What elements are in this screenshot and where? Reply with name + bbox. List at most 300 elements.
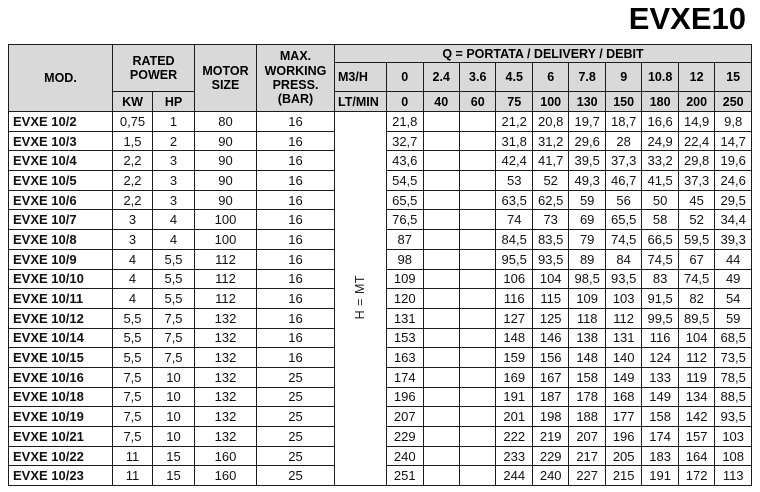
head-value-cell: 207 [387, 407, 423, 427]
head-value-cell: 59 [569, 190, 605, 210]
motor-size-cell: 90 [195, 190, 257, 210]
head-value-cell: 146 [532, 328, 568, 348]
col-header-motor-size: MOTOR SIZE [195, 45, 257, 112]
head-value-cell: 227 [569, 466, 605, 486]
motor-size-cell: 160 [195, 446, 257, 466]
head-value-cell: 131 [605, 328, 641, 348]
head-value-cell: 127 [496, 308, 532, 328]
head-value-cell [459, 249, 495, 269]
ltmin-value: 250 [715, 92, 752, 112]
kw-cell: 2,2 [113, 171, 153, 191]
m3h-value: 0 [387, 63, 423, 92]
m3h-value: 9 [605, 63, 641, 92]
head-value-cell: 14,7 [715, 131, 752, 151]
head-value-cell: 174 [642, 427, 678, 447]
head-value-cell: 217 [569, 446, 605, 466]
head-value-cell: 29,5 [715, 190, 752, 210]
head-value-cell [459, 269, 495, 289]
head-value-cell: 87 [387, 230, 423, 250]
pressure-cell: 16 [257, 210, 335, 230]
hp-cell: 1 [153, 112, 195, 132]
head-value-cell: 41,7 [532, 151, 568, 171]
head-value-cell: 104 [678, 328, 714, 348]
pressure-cell: 16 [257, 151, 335, 171]
motor-size-cell: 132 [195, 328, 257, 348]
kw-cell: 7,5 [113, 407, 153, 427]
head-value-cell: 54,5 [387, 171, 423, 191]
head-value-cell [423, 171, 459, 191]
head-value-cell [423, 131, 459, 151]
head-value-cell: 37,3 [605, 151, 641, 171]
head-value-cell: 240 [532, 466, 568, 486]
pressure-cell: 25 [257, 407, 335, 427]
head-value-cell: 95,5 [496, 249, 532, 269]
model-cell: EVXE 10/18 [9, 387, 113, 407]
head-value-cell [459, 112, 495, 132]
head-value-cell: 54 [715, 289, 752, 309]
hp-cell: 2 [153, 131, 195, 151]
head-value-cell: 34,4 [715, 210, 752, 230]
head-value-cell: 164 [678, 446, 714, 466]
kw-cell: 3 [113, 230, 153, 250]
head-value-cell: 104 [532, 269, 568, 289]
head-value-cell: 168 [605, 387, 641, 407]
head-value-cell: 37,3 [678, 171, 714, 191]
model-cell: EVXE 10/23 [9, 466, 113, 486]
kw-cell: 5,5 [113, 348, 153, 368]
col-header-kw: KW [113, 92, 153, 112]
head-value-cell: 196 [387, 387, 423, 407]
motor-size-cell: 132 [195, 407, 257, 427]
hp-cell: 10 [153, 387, 195, 407]
head-value-cell: 33,2 [642, 151, 678, 171]
motor-size-cell: 80 [195, 112, 257, 132]
head-value-cell: 116 [496, 289, 532, 309]
table-header [9, 45, 752, 112]
head-value-cell: 45 [678, 190, 714, 210]
col-header-mod: MOD. [9, 45, 113, 112]
m3h-value: 3.6 [459, 63, 495, 92]
model-cell: EVXE 10/4 [9, 151, 113, 171]
hp-cell: 4 [153, 210, 195, 230]
kw-cell: 1,5 [113, 131, 153, 151]
hp-cell: 5,5 [153, 289, 195, 309]
head-value-cell: 158 [569, 367, 605, 387]
head-value-cell: 24,9 [642, 131, 678, 151]
head-value-cell: 191 [642, 466, 678, 486]
head-value-cell: 89 [569, 249, 605, 269]
head-value-cell: 120 [387, 289, 423, 309]
head-value-cell: 59 [715, 308, 752, 328]
pressure-cell: 16 [257, 190, 335, 210]
ltmin-value: 200 [678, 92, 714, 112]
head-value-cell: 140 [605, 348, 641, 368]
head-value-cell: 69 [569, 210, 605, 230]
hp-cell: 10 [153, 367, 195, 387]
head-value-cell: 178 [569, 387, 605, 407]
max-press-label: MAX. WORKING PRESS. [264, 49, 327, 92]
head-value-cell: 103 [715, 427, 752, 447]
col-header-max-press [257, 45, 335, 112]
head-value-cell: 76,5 [387, 210, 423, 230]
kw-cell: 2,2 [113, 151, 153, 171]
head-value-cell: 177 [605, 407, 641, 427]
model-cell: EVXE 10/6 [9, 190, 113, 210]
head-value-cell: 49 [715, 269, 752, 289]
head-value-cell: 41,5 [642, 171, 678, 191]
header-row-ltmin [9, 92, 752, 112]
ltmin-value: 180 [642, 92, 678, 112]
hp-cell: 15 [153, 466, 195, 486]
head-value-cell: 142 [678, 407, 714, 427]
head-value-cell: 159 [496, 348, 532, 368]
head-value-cell: 149 [605, 367, 641, 387]
ltmin-value: 150 [605, 92, 641, 112]
kw-cell: 11 [113, 466, 153, 486]
head-value-cell [423, 387, 459, 407]
head-value-cell: 115 [532, 289, 568, 309]
pressure-cell: 25 [257, 367, 335, 387]
head-value-cell [459, 466, 495, 486]
head-value-cell: 24,6 [715, 171, 752, 191]
hp-cell: 5,5 [153, 249, 195, 269]
head-value-cell: 191 [496, 387, 532, 407]
head-value-cell: 187 [532, 387, 568, 407]
head-value-cell: 148 [496, 328, 532, 348]
motor-size-cell: 160 [195, 466, 257, 486]
head-value-cell: 74,5 [678, 269, 714, 289]
model-cell: EVXE 10/19 [9, 407, 113, 427]
model-cell: EVXE 10/2 [9, 112, 113, 132]
head-value-cell [459, 348, 495, 368]
head-value-cell: 229 [532, 446, 568, 466]
head-value-cell: 44 [715, 249, 752, 269]
head-value-cell: 84 [605, 249, 641, 269]
m3h-value: 7.8 [569, 63, 605, 92]
pressure-cell: 16 [257, 348, 335, 368]
head-value-cell: 158 [642, 407, 678, 427]
pressure-cell: 16 [257, 230, 335, 250]
head-value-cell: 148 [569, 348, 605, 368]
head-value-cell [423, 446, 459, 466]
head-value-cell: 93,5 [532, 249, 568, 269]
hp-cell: 15 [153, 446, 195, 466]
kw-cell: 3 [113, 210, 153, 230]
head-value-cell: 183 [642, 446, 678, 466]
col-header-hp: HP [153, 92, 195, 112]
head-value-cell: 83 [642, 269, 678, 289]
head-value-cell: 229 [387, 427, 423, 447]
head-value-cell: 52 [678, 210, 714, 230]
head-value-cell: 93,5 [605, 269, 641, 289]
head-value-cell: 67 [678, 249, 714, 269]
head-value-cell: 153 [387, 328, 423, 348]
head-value-cell: 82 [678, 289, 714, 309]
head-value-cell: 65,5 [387, 190, 423, 210]
pressure-cell: 16 [257, 171, 335, 191]
kw-cell: 4 [113, 289, 153, 309]
model-cell: EVXE 10/21 [9, 427, 113, 447]
head-value-cell [423, 348, 459, 368]
hp-cell: 3 [153, 190, 195, 210]
head-value-cell [459, 210, 495, 230]
head-value-cell [459, 190, 495, 210]
head-value-cell [423, 367, 459, 387]
head-value-cell [459, 151, 495, 171]
head-value-cell [459, 289, 495, 309]
head-value-cell: 119 [678, 367, 714, 387]
head-value-cell: 219 [532, 427, 568, 447]
head-value-cell: 43,6 [387, 151, 423, 171]
pressure-cell: 16 [257, 269, 335, 289]
col-header-delivery: Q = PORTATA / DELIVERY / DEBIT [335, 45, 752, 63]
m3h-value: 6 [532, 63, 568, 92]
head-value-cell [459, 171, 495, 191]
table-body [9, 112, 752, 486]
head-value-cell: 74 [496, 210, 532, 230]
head-value-cell: 88,5 [715, 387, 752, 407]
pressure-cell: 25 [257, 466, 335, 486]
header-row-top [9, 45, 752, 63]
pressure-cell: 16 [257, 112, 335, 132]
hp-cell: 7,5 [153, 308, 195, 328]
head-value-cell: 16,6 [642, 112, 678, 132]
head-value-cell: 31,8 [496, 131, 532, 151]
head-value-cell: 39,3 [715, 230, 752, 250]
head-value-cell [423, 210, 459, 230]
pressure-cell: 25 [257, 427, 335, 447]
motor-size-cell: 132 [195, 367, 257, 387]
head-value-cell [423, 328, 459, 348]
head-value-cell: 19,6 [715, 151, 752, 171]
motor-size-cell: 112 [195, 249, 257, 269]
model-cell: EVXE 10/10 [9, 269, 113, 289]
head-value-cell: 53 [496, 171, 532, 191]
head-value-cell: 188 [569, 407, 605, 427]
head-value-cell: 50 [642, 190, 678, 210]
head-value-cell: 169 [496, 367, 532, 387]
head-value-cell [459, 308, 495, 328]
head-value-cell: 244 [496, 466, 532, 486]
motor-size-cell: 100 [195, 210, 257, 230]
head-value-cell [459, 446, 495, 466]
pressure-cell: 16 [257, 308, 335, 328]
head-value-cell: 73 [532, 210, 568, 230]
head-value-cell [459, 407, 495, 427]
hp-cell: 4 [153, 230, 195, 250]
kw-cell: 7,5 [113, 387, 153, 407]
kw-cell: 7,5 [113, 367, 153, 387]
head-value-cell: 56 [605, 190, 641, 210]
head-value-cell: 118 [569, 308, 605, 328]
model-cell: EVXE 10/5 [9, 171, 113, 191]
head-value-cell: 106 [496, 269, 532, 289]
head-value-cell [459, 131, 495, 151]
head-value-cell [423, 230, 459, 250]
hp-cell: 10 [153, 427, 195, 447]
head-value-cell: 28 [605, 131, 641, 151]
head-value-cell: 62,5 [532, 190, 568, 210]
head-value-cell: 68,5 [715, 328, 752, 348]
hp-cell: 3 [153, 171, 195, 191]
head-value-cell: 52 [532, 171, 568, 191]
head-value-cell: 89,5 [678, 308, 714, 328]
head-value-cell: 251 [387, 466, 423, 486]
model-cell: EVXE 10/16 [9, 367, 113, 387]
kw-cell: 4 [113, 249, 153, 269]
head-value-cell: 22,4 [678, 131, 714, 151]
head-value-cell: 198 [532, 407, 568, 427]
head-value-cell: 174 [387, 367, 423, 387]
head-value-cell: 125 [532, 308, 568, 328]
ltmin-value: 130 [569, 92, 605, 112]
m3h-value: 12 [678, 63, 714, 92]
head-value-cell: 93,5 [715, 407, 752, 427]
pressure-cell: 16 [257, 328, 335, 348]
head-value-cell: 14,9 [678, 112, 714, 132]
row-header-m3h: M3/H [335, 63, 387, 92]
ltmin-value: 40 [423, 92, 459, 112]
table-row [9, 112, 752, 132]
head-value-cell: 157 [678, 427, 714, 447]
head-value-cell: 78,5 [715, 367, 752, 387]
pressure-cell: 25 [257, 446, 335, 466]
head-value-cell: 18,7 [605, 112, 641, 132]
m3h-value: 4.5 [496, 63, 532, 92]
head-value-cell: 131 [387, 308, 423, 328]
head-value-cell: 98 [387, 249, 423, 269]
row-header-ltmin: LT/MIN [335, 92, 387, 112]
model-cell: EVXE 10/3 [9, 131, 113, 151]
head-value-cell [423, 269, 459, 289]
m3h-value: 15 [715, 63, 752, 92]
hp-cell: 7,5 [153, 348, 195, 368]
head-value-cell: 124 [642, 348, 678, 368]
head-value-cell [423, 289, 459, 309]
ltmin-value: 0 [387, 92, 423, 112]
motor-size-cell: 112 [195, 289, 257, 309]
head-value-cell [423, 249, 459, 269]
head-value-cell: 58 [642, 210, 678, 230]
pressure-cell: 16 [257, 249, 335, 269]
model-cell: EVXE 10/9 [9, 249, 113, 269]
h-mt-cell [335, 112, 387, 486]
head-value-cell [423, 112, 459, 132]
head-value-cell [423, 466, 459, 486]
head-value-cell [423, 407, 459, 427]
kw-cell: 11 [113, 446, 153, 466]
head-value-cell: 196 [605, 427, 641, 447]
head-value-cell: 103 [605, 289, 641, 309]
motor-size-cell: 90 [195, 131, 257, 151]
head-value-cell: 98,5 [569, 269, 605, 289]
model-cell: EVXE 10/7 [9, 210, 113, 230]
head-value-cell: 66,5 [642, 230, 678, 250]
head-value-cell [459, 328, 495, 348]
head-value-cell: 116 [642, 328, 678, 348]
head-value-cell [423, 427, 459, 447]
head-value-cell: 83,5 [532, 230, 568, 250]
ltmin-value: 60 [459, 92, 495, 112]
head-value-cell: 20,8 [532, 112, 568, 132]
head-value-cell: 109 [387, 269, 423, 289]
head-value-cell: 222 [496, 427, 532, 447]
hp-cell: 5,5 [153, 269, 195, 289]
head-value-cell: 21,8 [387, 112, 423, 132]
head-value-cell: 84,5 [496, 230, 532, 250]
head-value-cell: 65,5 [605, 210, 641, 230]
head-value-cell: 74,5 [605, 230, 641, 250]
ltmin-value: 75 [496, 92, 532, 112]
head-value-cell: 134 [678, 387, 714, 407]
kw-cell: 4 [113, 269, 153, 289]
model-cell: EVXE 10/11 [9, 289, 113, 309]
head-value-cell: 39,5 [569, 151, 605, 171]
head-value-cell: 91,5 [642, 289, 678, 309]
head-value-cell: 32,7 [387, 131, 423, 151]
head-value-cell [459, 230, 495, 250]
head-value-cell: 73,5 [715, 348, 752, 368]
head-value-cell: 133 [642, 367, 678, 387]
head-value-cell: 108 [715, 446, 752, 466]
kw-cell: 5,5 [113, 308, 153, 328]
head-value-cell: 201 [496, 407, 532, 427]
head-value-cell: 112 [605, 308, 641, 328]
head-value-cell: 79 [569, 230, 605, 250]
head-value-cell: 21,2 [496, 112, 532, 132]
head-value-cell: 163 [387, 348, 423, 368]
head-value-cell: 9,8 [715, 112, 752, 132]
head-value-cell: 49,3 [569, 171, 605, 191]
model-cell: EVXE 10/14 [9, 328, 113, 348]
model-cell: EVXE 10/12 [9, 308, 113, 328]
col-header-rated-power: RATED POWER [113, 45, 195, 92]
kw-cell: 2,2 [113, 190, 153, 210]
head-value-cell: 31,2 [532, 131, 568, 151]
head-value-cell: 215 [605, 466, 641, 486]
head-value-cell: 19,7 [569, 112, 605, 132]
head-value-cell: 167 [532, 367, 568, 387]
kw-cell: 0,75 [113, 112, 153, 132]
ltmin-value: 100 [532, 92, 568, 112]
head-value-cell: 112 [678, 348, 714, 368]
motor-size-cell: 90 [195, 171, 257, 191]
head-value-cell [459, 387, 495, 407]
bar-unit-label: (BAR) [277, 92, 314, 107]
pressure-cell: 25 [257, 387, 335, 407]
head-value-cell: 63,5 [496, 190, 532, 210]
hp-cell: 10 [153, 407, 195, 427]
motor-size-cell: 132 [195, 348, 257, 368]
pressure-cell: 16 [257, 289, 335, 309]
head-value-cell: 59,5 [678, 230, 714, 250]
head-value-cell: 138 [569, 328, 605, 348]
head-value-cell [423, 151, 459, 171]
head-value-cell: 46,7 [605, 171, 641, 191]
hp-cell: 3 [153, 151, 195, 171]
head-value-cell: 156 [532, 348, 568, 368]
h-mt-label: H = MT [353, 275, 368, 320]
kw-cell: 5,5 [113, 328, 153, 348]
head-value-cell: 109 [569, 289, 605, 309]
head-value-cell: 29,8 [678, 151, 714, 171]
spec-table [8, 44, 752, 486]
motor-size-cell: 100 [195, 230, 257, 250]
head-value-cell: 207 [569, 427, 605, 447]
model-cell: EVXE 10/15 [9, 348, 113, 368]
page-title: EVXE10 [628, 1, 746, 36]
head-value-cell [459, 367, 495, 387]
